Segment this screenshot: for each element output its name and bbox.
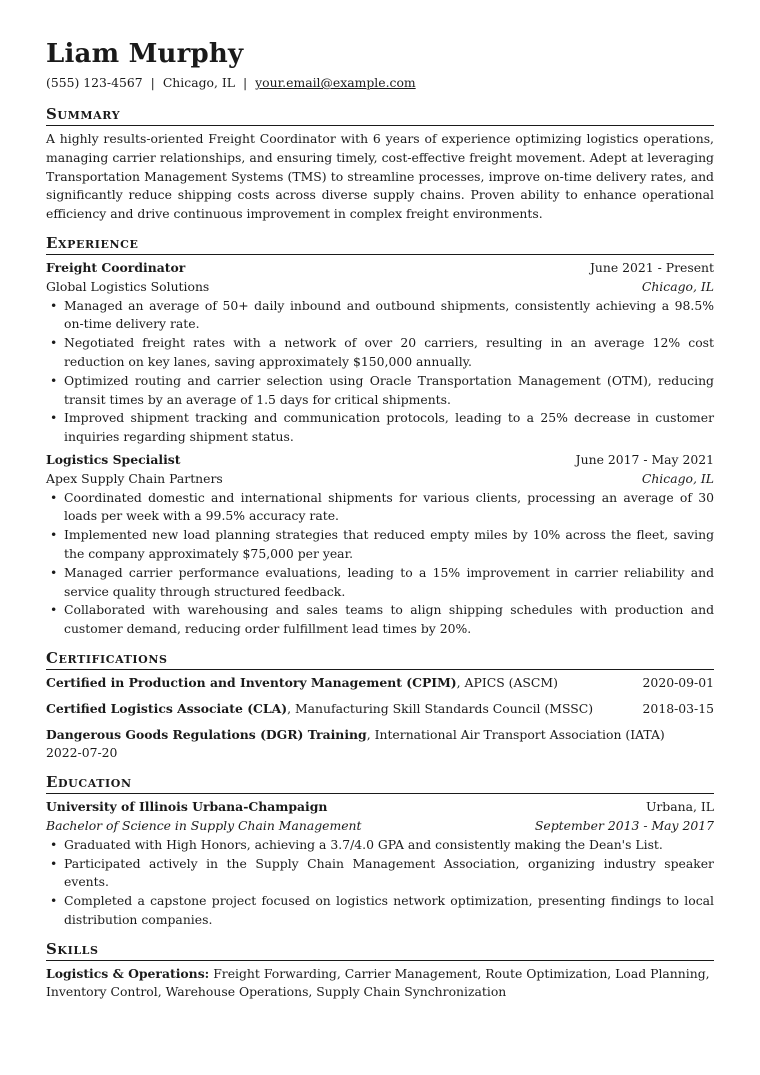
job-subheader <box>46 470 714 489</box>
job-company: Global Logistics Solutions <box>46 278 210 294</box>
list-item: • Completed a capstone project focused on logistics network optimization, presenting findings to local distribution companies. <box>46 892 714 930</box>
job-header <box>46 451 714 470</box>
certification-date: 2020-09-01 <box>642 674 714 690</box>
job-entry <box>46 259 714 447</box>
list-item: • Improved shipment tracking and communication protocols, leading to a 25% decrease in customer inquiries regarding shipment status. <box>46 409 714 447</box>
education-subheader <box>46 817 714 836</box>
summary-section <box>46 104 714 224</box>
email-link[interactable]: your.email@example.com <box>255 75 416 90</box>
summary-text: A highly results-oriented Freight Coordinator with 6 years of experience optimizing logistics operations, managing carrier relationships, and ensuring timely, cost-effective freight movement. Adept at leveraging Transportation Management Systems (TMS) to streamline processes, improve on-time delivery rates, and significantly reduce shipping costs across diverse supply chains. Proven ability to enhance operational efficiency and drive continuous improvement in complex freight environments. <box>46 131 714 222</box>
job-location: Chicago, IL <box>641 278 714 294</box>
job-dates: June 2021 - Present <box>589 259 714 275</box>
list-item: • Graduated with High Honors, achieving a 3.7/4.0 GPA and consistently making the Dean's List. <box>46 836 714 855</box>
education-section <box>46 772 714 930</box>
job-company: Apex Supply Chain Partners <box>46 470 223 486</box>
contact-line <box>46 74 714 92</box>
certification-name: Dangerous Goods Regulations (DGR) Training <box>46 726 367 742</box>
certification-date: 2022-07-20 <box>46 745 118 761</box>
skills-label: Logistics & Operations: <box>46 965 210 981</box>
job-entry <box>46 451 714 639</box>
section-title-experience: Experience <box>46 233 714 255</box>
certification-issuer: , APICS (ASCM) <box>456 674 558 690</box>
list-item: • Negotiated freight rates with a network of over 20 carriers, resulting in an average 12% cost reduction on key lanes, saving approximately $150,000 annually. <box>46 334 714 372</box>
job-bullets <box>46 297 714 447</box>
list-item: • Managed carrier performance evaluations, leading to a 15% improvement in carrier reliability and service quality through structured feedback. <box>46 564 714 602</box>
section-title-certifications: Certifications <box>46 648 714 670</box>
job-role: Logistics Specialist <box>46 451 181 467</box>
degree: Bachelor of Science in Supply Chain Management <box>46 817 362 833</box>
job-role: Freight Coordinator <box>46 259 186 275</box>
certification-issuer: , Manufacturing Skill Standards Council (MSSC) <box>287 700 594 716</box>
job-subheader <box>46 278 714 297</box>
location: Chicago, IL <box>162 75 235 90</box>
section-title-skills: Skills <box>46 939 714 961</box>
contact-separator: | <box>150 75 155 90</box>
section-title-summary: Summary <box>46 104 714 126</box>
certifications-section <box>46 648 714 763</box>
school-location: Urbana, IL <box>645 799 714 815</box>
job-dates: June 2017 - May 2021 <box>575 451 714 467</box>
certification-date: 2018-03-15 <box>642 700 714 716</box>
skills-section <box>46 939 714 1003</box>
job-header <box>46 259 714 278</box>
skills-list: Freight Forwarding, Carrier Management, Route Optimization, Load Planning, Inventory Control, Warehouse Operations, Supply Chain Synchronization <box>46 965 710 1000</box>
education-dates: September 2013 - May 2017 <box>534 817 714 833</box>
section-title-education: Education <box>46 772 714 794</box>
certification-item <box>46 700 714 719</box>
certification-name: Certified in Production and Inventory Management (CPIM) <box>46 674 457 690</box>
contact-separator: | <box>242 75 248 90</box>
job-location: Chicago, IL <box>641 470 714 486</box>
education-bullets <box>46 836 714 930</box>
certification-text <box>46 700 593 719</box>
list-item: • Implemented new load planning strategies that reduced empty miles by 10% across the fleet, saving the company approximately $75,000 per year. <box>46 526 714 564</box>
list-item: • Managed an average of 50+ daily inbound and outbound shipments, consistently achieving a 98.5% on-time delivery rate. <box>46 297 714 335</box>
phone-number: (555) 123-4567 <box>46 75 143 90</box>
list-item: • Collaborated with warehousing and sales teams to align shipping schedules with production and customer demand, reducing order fulfillment lead times by 20%. <box>46 601 714 639</box>
list-item: • Optimized routing and carrier selection using Oracle Transportation Management (OTM), reducing transit times by an average of 1.5 days for critical shipments. <box>46 372 714 410</box>
list-item: • Participated actively in the Supply Chain Management Association, organizing industry speaker events. <box>46 855 714 893</box>
certification-name: Certified Logistics Associate (CLA) <box>46 700 288 716</box>
list-item: • Coordinated domestic and international shipments for various clients, processing an average of 30 loads per week with a 99.5% accuracy rate. <box>46 489 714 527</box>
certification-issuer: , International Air Transport Association (IATA) <box>366 726 665 742</box>
certification-text <box>46 674 558 693</box>
candidate-name: Liam Murphy <box>46 39 244 69</box>
school-name: University of Illinois Urbana-Champaign <box>46 799 328 815</box>
certification-item <box>46 726 714 764</box>
certification-item <box>46 674 714 693</box>
education-header <box>46 798 714 817</box>
certification-text <box>46 726 714 745</box>
job-bullets <box>46 489 714 639</box>
experience-section <box>46 233 714 639</box>
skills-text <box>46 965 714 1003</box>
